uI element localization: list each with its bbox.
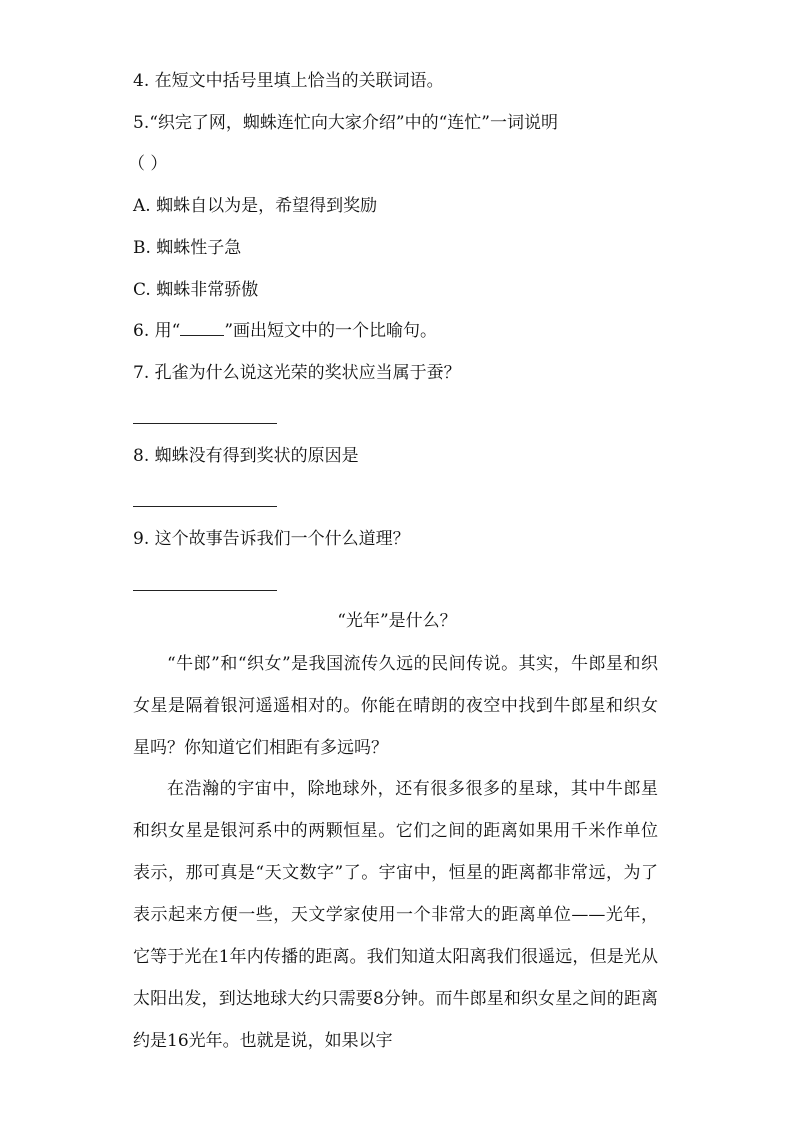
question-6-suffix: ”画出短文中的一个比喻句。 <box>224 321 438 341</box>
article-title: “光年”是什么？ <box>337 611 457 631</box>
question-4: 4. 在短文中括号里填上恰当的关联词语。 <box>133 71 444 91</box>
question-5-option-b: B. 蜘蛛性子急 <box>133 238 242 258</box>
answer-line-9 <box>133 590 277 591</box>
question-6 <box>133 320 437 342</box>
question-5-answer-bracket: （ ） <box>128 154 168 174</box>
answer-line-7 <box>133 423 277 424</box>
article-paragraph-1: “牛郎”和“织女”是我国流传久远的民间传说。其实，牛郎星和织女星是隔着银河遥遥相对的。你能在晴朗的夜空中找到牛郎星和织女星吗？你知道它们相距有多远吗？ <box>133 654 658 758</box>
question-9: 9. 这个故事告诉我们一个什么道理？ <box>133 529 410 549</box>
question-7: 7. 孔雀为什么说这光荣的奖状应当属于蚕？ <box>133 363 461 383</box>
answer-line-8 <box>133 506 277 507</box>
article-paragraph-2: 在浩瀚的宇宙中，除地球外，还有很多很多的星球，其中牛郎星和织女星是银河系中的两颗恒星。它们之间的距离如果用千米作单位表示，那可真是“天文数字”了。宇宙中，恒星的距离都非常远，为了表示起来方便一些，天文学家使用一个非常大的距离单位——光年，它等于光在1年内传播的距离。我们知道太阳离我们很遥远，但是光从太阳出发，到达地球大约只需要8分钟。而牛郎星和织女星之间的距离约是16光年。也就是说，如果以宇 <box>133 779 658 1051</box>
underline-sample <box>180 321 224 336</box>
question-6-prefix: 6. 用“ <box>133 321 181 341</box>
question-5-option-c: C. 蜘蛛非常骄傲 <box>133 280 259 300</box>
question-5-option-a: A. 蜘蛛自以为是，希望得到奖励 <box>133 196 378 216</box>
question-5: 5.“织完了网，蜘蛛连忙向大家介绍”中的“连忙”一词说明 <box>133 113 558 133</box>
question-8: 8. 蜘蛛没有得到奖状的原因是 <box>133 446 359 466</box>
